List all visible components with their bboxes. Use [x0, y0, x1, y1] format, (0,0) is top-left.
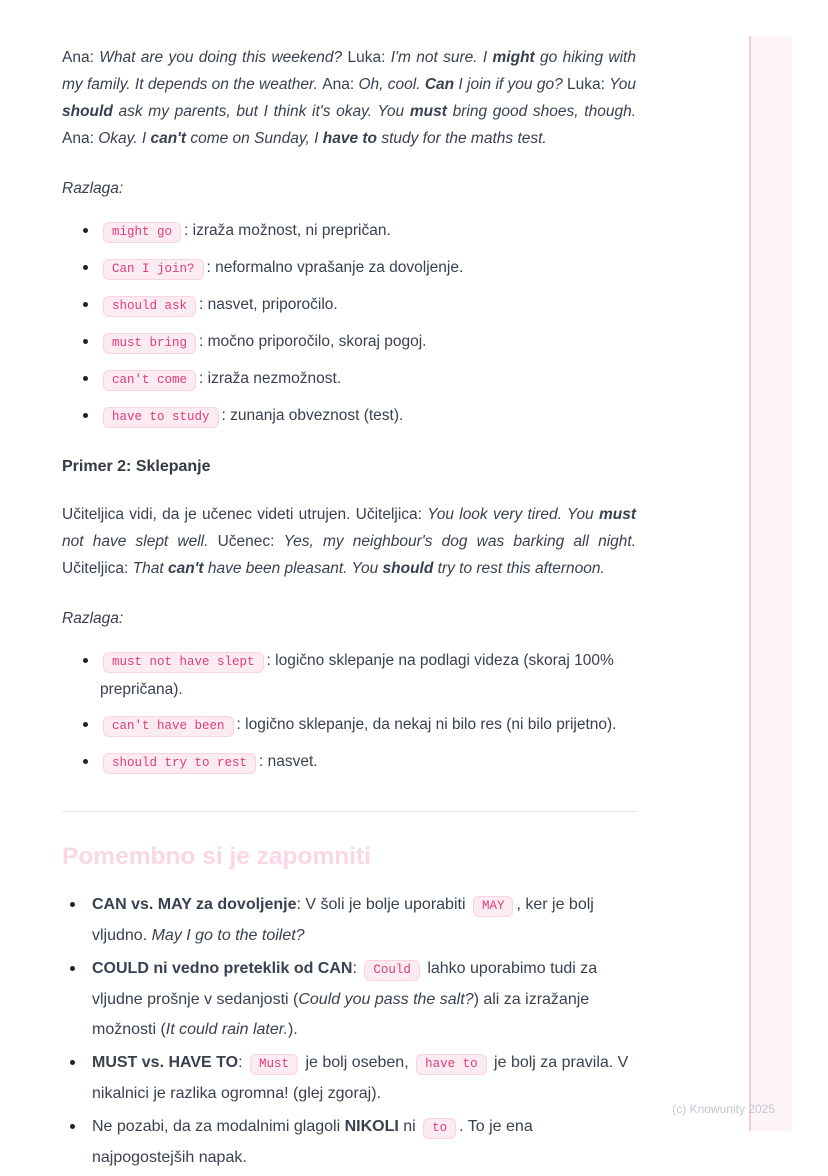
code-chip: to: [423, 1118, 456, 1139]
text-run: have been pleasant. You: [203, 560, 383, 577]
text-run: Luka:: [347, 49, 391, 66]
razlaga-label-1: Razlaga:: [62, 180, 124, 197]
list-item: [62, 1048, 636, 1109]
text-run: should: [382, 560, 434, 577]
text-run: Ana:: [62, 49, 100, 66]
text-run: : neformalno vprašanje za dovoljenje.: [206, 259, 464, 276]
text-run: Učiteljica vidi, da je učenec videti utrujen. Učiteljica:: [62, 506, 428, 523]
text-run: lahko uporabimo tudi za vljudne prošnje v sedanjosti (: [92, 960, 598, 1008]
text-run: come on Sunday, I: [186, 130, 323, 147]
text-run: It could rain later.: [165, 1021, 288, 1038]
text-run: : nasvet.: [259, 753, 318, 770]
code-chip: have to study: [103, 407, 219, 428]
text-run: :: [238, 1054, 247, 1071]
text-run: MUST vs. HAVE TO: [92, 1054, 239, 1071]
code-chip: can't have been: [103, 716, 234, 737]
text-run: ).: [287, 1021, 298, 1038]
text-run: must: [598, 506, 636, 523]
list-item: [62, 291, 636, 320]
code-chip: should ask: [103, 296, 196, 317]
text-run: Okay. I: [98, 130, 151, 147]
text-run: bring good shoes, though.: [446, 103, 636, 120]
text-run: can't: [167, 560, 204, 577]
text-run: : zunanja obveznost (test).: [221, 407, 404, 424]
razlaga-list-1: [62, 217, 636, 431]
page-edge-pink-wash: [751, 36, 792, 1131]
text-run: Učenec:: [217, 533, 284, 550]
text-run: CAN vs. MAY za dovoljenje: [92, 896, 297, 913]
text-run: ask my parents, but I think it's okay. You: [112, 103, 410, 120]
code-chip: have to: [416, 1054, 487, 1075]
code-chip: Could: [364, 960, 420, 981]
text-run: I'm not sure. I: [390, 49, 493, 66]
text-run: Ana:: [62, 130, 99, 147]
list-item: [62, 365, 636, 394]
primer2-heading: Primer 2: Sklepanje: [62, 458, 211, 475]
important-heading: Pomembno si je zapomniti: [62, 843, 372, 870]
text-run: You look very tired. You: [427, 506, 599, 523]
code-chip: must bring: [103, 333, 196, 354]
text-run: NIKOLI: [344, 1118, 399, 1135]
text-run: must: [409, 103, 447, 120]
text-run: try to rest this afternoon.: [433, 560, 605, 577]
text-run: Yes, my neighbour's dog was barking all night.: [283, 533, 637, 550]
text-run: ) ali za izražanje možnosti (: [92, 991, 590, 1038]
list-item: [62, 1112, 636, 1173]
text-run: What are you doing this weekend?: [99, 49, 348, 66]
list-item: [62, 217, 636, 246]
list-item: [62, 711, 636, 740]
text-run: should: [62, 103, 113, 120]
code-chip: Can I join?: [103, 259, 204, 280]
text-run: can't: [150, 130, 187, 147]
code-chip: can't come: [103, 370, 196, 391]
text-run: You: [609, 76, 636, 93]
text-run: Can: [424, 76, 455, 93]
text-run: je bolj za pravila. V nikalnici je razlika ogromna! (glej zgoraj).: [92, 1054, 629, 1102]
text-run: : V šoli je bolje uporabiti: [296, 896, 470, 913]
text-run: not have slept well.: [62, 533, 218, 550]
text-run: : močno priporočilo, skoraj pogoj.: [199, 333, 427, 350]
list-item: [62, 254, 636, 283]
text-run: Oh, cool.: [358, 76, 425, 93]
text-run: have to: [322, 130, 378, 147]
list-item: [62, 328, 636, 357]
dialogue-paragraph-1: [62, 44, 636, 152]
copyright-watermark: (c) Knowunity 2025: [672, 1102, 775, 1116]
code-chip: MAY: [473, 896, 514, 917]
text-run: might: [492, 49, 535, 66]
section-divider: [62, 811, 636, 812]
text-run: : logično sklepanje, da nekaj ni bilo res (ni bilo prijetno).: [236, 716, 617, 733]
text-run: , ker je bolj vljudno.: [92, 896, 594, 944]
list-item: [62, 748, 636, 777]
code-chip: should try to rest: [103, 753, 256, 774]
document-content: [62, 44, 636, 1176]
text-run: je bolj oseben,: [301, 1054, 414, 1071]
text-run: study for the maths test.: [377, 130, 547, 147]
text-run: ni: [398, 1118, 421, 1135]
important-list: [62, 890, 636, 1173]
code-chip: might go: [103, 222, 181, 243]
text-run: : nasvet, priporočilo.: [199, 296, 338, 313]
text-run: That: [132, 560, 168, 577]
text-run: May I go to the toilet?: [151, 927, 305, 944]
text-run: go hiking with my family. It depends on the weather.: [62, 49, 636, 93]
list-item: [62, 402, 636, 431]
text-run: . To je ena najpogostejših napak.: [92, 1118, 533, 1166]
text-run: I join if you go?: [454, 76, 568, 93]
list-item: [62, 954, 636, 1045]
text-run: : izraža možnost, ni prepričan.: [184, 222, 391, 239]
razlaga-list-2: [62, 647, 636, 777]
text-run: Could you pass the salt?: [298, 991, 474, 1008]
text-run: :: [352, 960, 362, 977]
code-chip: Must: [250, 1054, 298, 1075]
razlaga-label-2: Razlaga:: [62, 610, 124, 627]
text-run: Ne pozabi, da za modalnimi glagoli: [92, 1118, 345, 1135]
text-run: Luka:: [567, 76, 610, 93]
text-run: Ana:: [322, 76, 359, 93]
text-run: : logično sklepanje na podlagi videza (skoraj 100% prepričana).: [100, 652, 614, 698]
text-run: Učiteljica:: [62, 560, 133, 577]
text-run: : izraža nezmožnost.: [199, 370, 342, 387]
list-item: [62, 890, 636, 951]
code-chip: must not have slept: [103, 652, 264, 673]
dialogue-paragraph-2: [62, 501, 636, 582]
text-run: COULD ni vedno preteklik od CAN: [92, 960, 353, 977]
list-item: [62, 647, 636, 703]
